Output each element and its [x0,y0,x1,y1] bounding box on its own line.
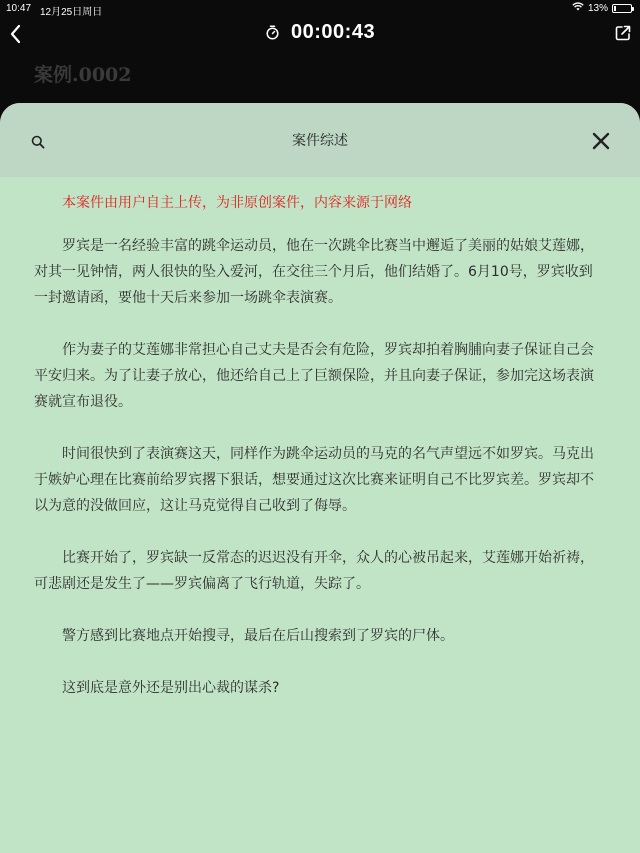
share-icon[interactable] [614,24,632,42]
close-icon[interactable] [592,132,610,150]
battery-icon [612,4,632,13]
paragraph-line: 平安归来。为了让妻子放心，他还给自己上了巨额保险，并且向妻子保证，参加完这场表演 [34,368,594,384]
case-content [34,193,630,701]
story-paragraph [34,233,630,311]
timer [0,21,640,44]
story-paragraph [34,337,630,415]
paragraph-line: 对其一见钟情，两人很快的坠入爱河，在交往三个月后，他们结婚了。6月10号，罗宾收到 [34,264,593,280]
paragraph-line: 时间很快到了表演赛这天，同样作为跳伞运动员的马克的名气声望远不如罗宾。马克出 [62,446,594,462]
status-time: 10:47 [6,3,32,14]
paragraph-line: 可悲剧还是发生了——罗宾偏离了飞行轨道，失踪了。 [34,576,370,592]
paragraph-line: 这到底是意外还是别出心裁的谋杀? [62,680,280,696]
story-paragraph [62,675,630,701]
source-notice: 本案件由用户自主上传，为非原创案件，内容来源于网络 [62,195,412,211]
paragraph-line: 以为意的没做回应，这让马克觉得自己收到了侮辱。 [34,498,356,514]
paragraph-list [34,233,630,701]
story-paragraph [34,441,630,519]
stopwatch-icon [265,25,280,40]
story-paragraph [62,623,630,649]
paragraph-line: 比赛开始了，罗宾缺一反常态的迟迟没有开伞，众人的心被吊起来，艾莲娜开始祈祷， [62,550,594,566]
timer-text: 00:00:43 [291,21,376,43]
sheet-header [0,103,640,177]
paragraph-line: 赛就宣布退役。 [34,394,132,410]
case-title: 案例.0002 [34,64,132,86]
battery-percent: 13% [587,2,608,14]
status-date: 12月25日周日 [40,7,103,18]
top-nav [0,18,640,50]
paragraph-line: 罗宾是一名经验丰富的跳伞运动员，他在一次跳伞比赛当中邂逅了美丽的姑娘艾莲娜， [62,238,594,254]
story-paragraph [34,545,630,597]
status-bar [0,0,640,18]
paragraph-line: 警方感到比赛地点开始搜寻，最后在后山搜索到了罗宾的尸体。 [62,628,454,644]
paragraph-line: 一封邀请函，要他十天后来参加一场跳伞表演赛。 [34,290,342,306]
battery-level [614,6,616,11]
case-summary-sheet [0,103,640,853]
paragraph-line: 于嫉妒心理在比赛前给罗宾撂下狠话，想要通过这次比赛来证明自己不比罗宾差。罗宾却不 [34,472,594,488]
wifi-icon [572,2,584,14]
paragraph-line: 作为妻子的艾莲娜非常担心自己丈夫是否会有危险，罗宾却拍着胸脯向妻子保证自己会 [62,342,594,358]
status-right [572,2,632,14]
sheet-title: 案件综述 [292,133,348,149]
